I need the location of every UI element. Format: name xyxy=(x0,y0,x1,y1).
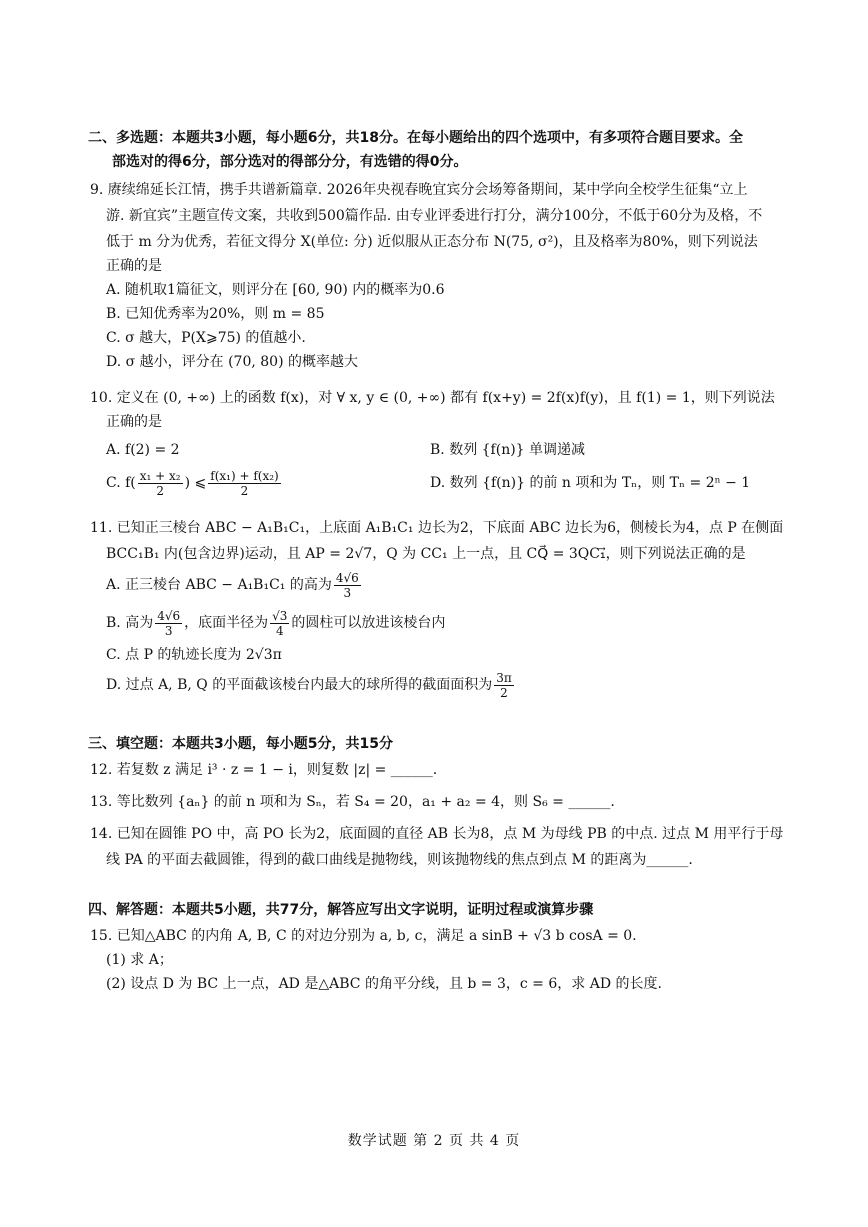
q15-part-1: (1) 求 A； xyxy=(106,952,173,968)
q9-option-d: D. σ 越小，评分在 (70, 80) 的概率越大 xyxy=(106,354,358,370)
q10-option-a: A. f(2) = 2 xyxy=(106,442,180,458)
q11-option-c: C. 点 P 的轨迹长度为 2√3π xyxy=(106,647,282,663)
q15-text-1: 15. 已知△ABC 的内角 A, B, C 的对边分别为 a, b, c，满足 a sinB + √3 b cosA = 0. xyxy=(90,928,637,944)
q11-d-fraction xyxy=(494,671,514,700)
q9-text-2: 游. 新宜宾”主题宣传文案，共收到500篇作品. 由专业评委进行打分，满分100分，不低于60分为及格，不 xyxy=(106,208,763,224)
q12-text: 12. 若复数 z 满足 i³ · z = 1 − i，则复数 |z| = ______. xyxy=(90,762,438,778)
q11-b-num1: 4√6 xyxy=(157,608,181,623)
q10-c-fraction-2 xyxy=(208,469,280,498)
q11-b-suffix: 的圆柱可以放进该棱台内 xyxy=(291,615,446,631)
q9-option-c: C. σ 越大，P(X⩾75) 的值越小. xyxy=(106,330,306,346)
q14-text-1: 14. 已知在圆锥 PO 中，高 PO 长为2，底面圆的直径 AB 长为8，点 M 为母线 PB 的中点. 过点 M 用平行于母 xyxy=(90,826,784,842)
q11-d-num: 3π xyxy=(496,670,512,685)
q11-b-den2: 4 xyxy=(275,623,284,638)
q14-text-2: 线 PA 的平面去截圆锥，得到的截口曲线是抛物线，则该抛物线的焦点到点 M 的距离为______. xyxy=(106,852,693,868)
q9-option-b: B. 已知优秀率为20%，则 m = 85 xyxy=(106,306,325,322)
section-4-heading: 四、解答题：本题共5小题，共77分，解答应写出文字说明，证明过程或演算步骤 xyxy=(88,902,594,918)
q9-option-a: A. 随机取1篇征文，则评分在 [60, 90) 内的概率为0.6 xyxy=(106,282,445,298)
q10-c-den1: 2 xyxy=(156,483,164,498)
q10-c-prefix: C. f( xyxy=(106,475,136,491)
q11-b-den1: 3 xyxy=(164,623,173,638)
q11-option-d xyxy=(106,668,516,702)
q10-text-2: 正确的是 xyxy=(106,414,162,430)
q15-part-2: (2) 设点 D 为 BC 上一点，AD 是△ABC 的角平分线，且 b = 3，c = 6，求 AD 的长度. xyxy=(106,976,662,992)
q10-option-b: B. 数列 {f(n)} 单调递减 xyxy=(430,442,586,458)
q11-b-num2: √3 xyxy=(272,608,288,623)
q13-text: 13. 等比数列 {aₙ} 的前 n 项和为 Sₙ，若 S₄ = 20，a₁ + a₂ = 4，则 S₆ = ______. xyxy=(90,794,615,810)
q11-b-fraction-1 xyxy=(155,609,182,638)
q10-c-middle: ) ⩽ xyxy=(184,475,207,491)
q10-c-num2: f(x₁) + f(x₂) xyxy=(210,468,279,483)
q10-option-d: D. 数列 {f(n)} 的前 n 项和为 Tₙ，则 Tₙ = 2ⁿ − 1 xyxy=(430,475,751,491)
q11-b-middle: ，底面半径为 xyxy=(184,615,269,631)
q10-c-num1: x₁ + x₂ xyxy=(139,468,181,483)
q11-text-2: BCC₁B₁ 内(包含边界)运动，且 AP = 2√7，Q 为 CC₁ 上一点，且 CQ⃗ = 3QC₁⃗，则下列说法正确的是 xyxy=(106,546,746,562)
q11-option-b xyxy=(106,606,445,640)
q11-option-a xyxy=(106,568,363,602)
q11-a-fraction xyxy=(334,571,361,600)
q9-text-1: 9. 赓续绵延长江情，携手共谱新篇章. 2026年央视春晚宜宾分会场筹备期间，某中学向全校学生征集“立上 xyxy=(90,182,748,198)
q11-a-num: 4√6 xyxy=(335,570,359,585)
section-3-heading: 三、填空题：本题共3小题，每小题5分，共15分 xyxy=(88,736,393,752)
section-2-heading: 二、多选题：本题共3小题，每小题6分，共18分。在每小题给出的四个选项中，有多项符合题目要求。全 xyxy=(88,130,743,146)
q10-text-1: 10. 定义在 (0, +∞) 上的函数 f(x)，对 ∀ x, y ∈ (0, +∞) 都有 f(x+y) = 2f(x)f(y)，且 f(1) = 1，则下列说法 xyxy=(90,390,775,406)
q11-d-prefix: D. 过点 A, B, Q 的平面截该棱台内最大的球所得的截面面积为 xyxy=(106,677,493,693)
q11-b-fraction-2 xyxy=(270,609,289,638)
q10-option-c xyxy=(106,468,283,498)
q9-text-4: 正确的是 xyxy=(106,258,162,274)
q10-c-den2: 2 xyxy=(240,483,249,498)
q11-b-prefix: B. 高为 xyxy=(106,615,154,631)
q9-text-3: 低于 m 分为优秀，若征文得分 X(单位: 分) 近似服从正态分布 N(75, σ²)，且及格率为80%，则下列说法 xyxy=(106,234,758,250)
q11-text-1: 11. 已知正三棱台 ABC − A₁B₁C₁，上底面 A₁B₁C₁ 边长为2，下底面 ABC 边长为6，侧棱长为4，点 P 在侧面 xyxy=(90,520,784,536)
q10-c-fraction-1 xyxy=(138,469,183,498)
section-2-heading-cont: 部选对的得6分，部分选对的得部分分，有选错的得0分。 xyxy=(112,154,468,170)
page-footer: 数学试题 第 2 页 共 4 页 xyxy=(347,1133,521,1149)
q11-a-den: 3 xyxy=(343,585,352,600)
q11-a-prefix: A. 正三棱台 ABC − A₁B₁C₁ 的高为 xyxy=(106,577,332,593)
q11-d-den: 2 xyxy=(500,685,508,700)
